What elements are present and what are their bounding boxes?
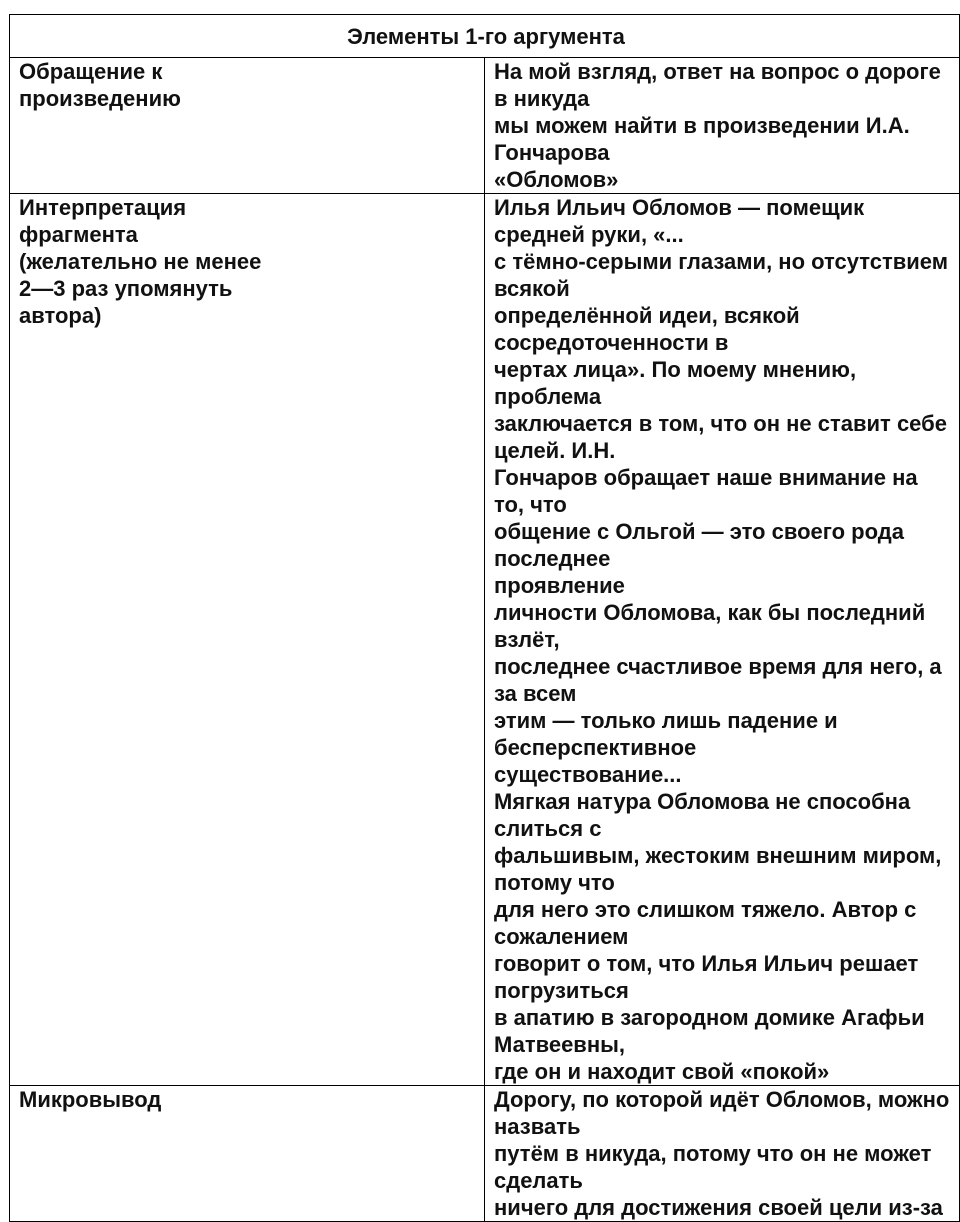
row-content-line: с тёмно-серыми глазами, но отсутствием всякой (494, 249, 949, 301)
row-label-cell (10, 194, 485, 1086)
row-content-line: определённой идеи, всякой сосредоточенности в (494, 303, 800, 355)
row-content-line: в апатию в загородном домике Агафьи Матвеевны, (494, 1005, 925, 1057)
table-row-conclusion (10, 1086, 960, 1222)
table-row-interpretation (10, 194, 960, 1086)
row-content-line: общение с Ольгой — это своего рода последнее (494, 519, 904, 571)
table-header-row (10, 15, 960, 58)
row-content-cell (485, 58, 960, 194)
row-content-line: заключается в том, что он не ставит себе целей. И.Н. (494, 411, 947, 463)
row-content-line: путём в никуда, потому что он не может сделать (494, 1141, 932, 1193)
row-content-cell (485, 194, 960, 1086)
row-label-line: 2—3 раз упомянуть (19, 276, 233, 301)
row-content-line: личности Обломова, как бы последний взлёт, (494, 600, 926, 652)
row-content-line: существование... (494, 762, 682, 787)
row-label-line: (желательно не менее (19, 249, 262, 274)
row-content-cell (485, 1086, 960, 1222)
row-content-line: чертах лица». По моему мнению, проблема (494, 357, 857, 409)
row-label-line: Микровывод (19, 1087, 162, 1112)
row-content-line: «Обломов» (494, 167, 619, 192)
row-label-line: автора) (19, 303, 102, 328)
row-content-line: мы можем найти в произведении И.А. Гончарова (494, 113, 910, 165)
row-content-line: ничего для достижения своей цели из-за (494, 1195, 943, 1220)
table-header: Элементы 1-го аргумента (10, 15, 960, 58)
row-content-line: На мой взгляд, ответ на вопрос о дороге в никуда (494, 59, 941, 111)
row-content-line: последнее счастливое время для него, а за всем (494, 654, 942, 706)
row-content-line: Дорогу, по которой идёт Обломов, можно назвать (494, 1087, 950, 1139)
row-content-line: Илья Ильич Обломов — помещик средней руки, «... (494, 195, 865, 247)
row-label-cell (10, 1086, 485, 1222)
row-content-line: проявление (494, 573, 625, 598)
row-label-line: Обращение к (19, 59, 163, 84)
row-content-line: этим — только лишь падение и бесперспективное (494, 708, 838, 760)
row-content-line: Гончаров обращает наше внимание на то, что (494, 465, 918, 517)
row-content-line: для него это слишком тяжело. Автор с сожалением (494, 897, 917, 949)
row-label-line: фрагмента (19, 222, 138, 247)
table-row-appeal (10, 58, 960, 194)
row-content-line: фальшивым, жестоким внешним миром, потому что (494, 843, 942, 895)
row-label-cell (10, 58, 485, 194)
argument-table (9, 14, 960, 1222)
row-label-line: произведению (19, 86, 181, 111)
row-content-line: где он и находит свой «покой» (494, 1059, 830, 1084)
row-content-line: говорит о том, что Илья Ильич решает погрузиться (494, 951, 919, 1003)
row-label-line: Интерпретация (19, 195, 187, 220)
row-content-line: Мягкая натура Обломова не способна слиться с (494, 789, 911, 841)
